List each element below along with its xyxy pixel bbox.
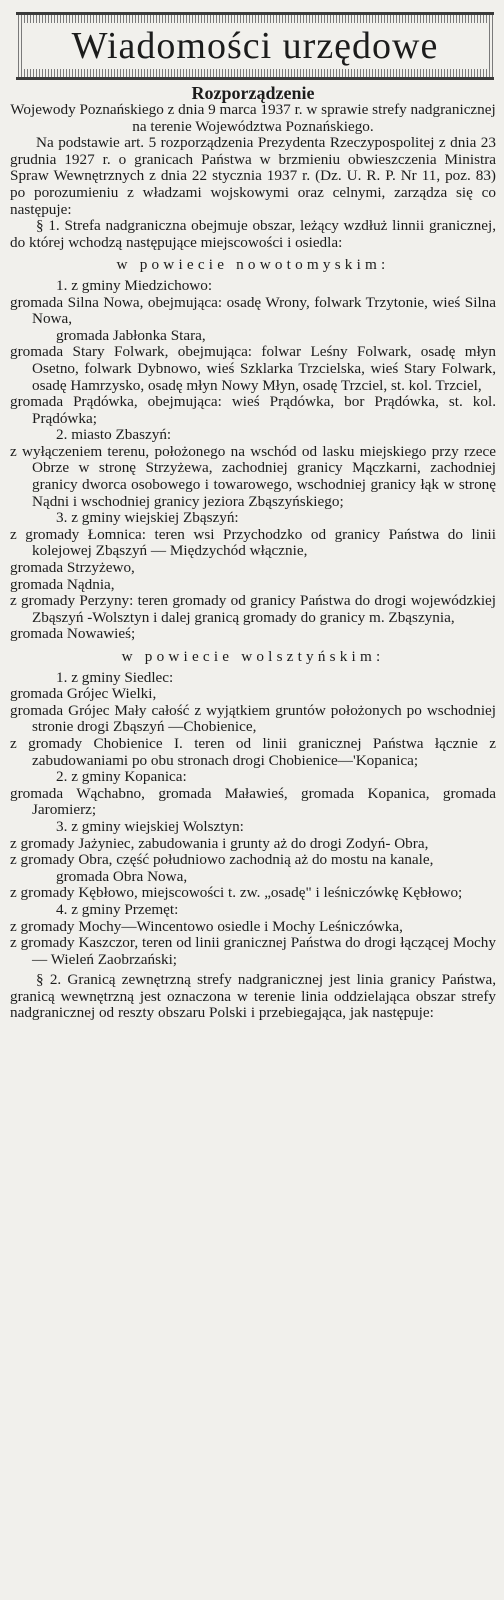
list-item: gromada Wąchabno, gromada Maławieś, gromada Kopanica, gromada Jaromierz; [10, 784, 496, 819]
header-banner [16, 12, 494, 80]
list-item: gromada Grójec Wielki, [10, 685, 157, 703]
list-item: z gromady Perzyny: teren gromady od granicy Państwa do drogi wojewódzkiej Zbąszyń -Wolsztyn i dalej granicą gromady do granicy m. Zbąszynia, [10, 592, 496, 626]
powiat-heading-wolsztynski: w powiecie wolsztyńskim: [121, 648, 385, 665]
gmina-heading: 3. z gminy wiejskiej Zbąszyń: [56, 509, 239, 527]
list-item: z gromady Obra, część południowo zachodnią aż do mostu na kanale, [10, 851, 434, 869]
page-title: Wiadomości urzędowe [71, 25, 439, 67]
list-item: gromada Prądówka, obejmująca: wieś Prądówka, bor Prądówka, st. kol. Prądówka; [10, 393, 496, 427]
list-item: z gromady Kaszczor, teren od linii granicznej Państwa do drogi łączącej Mochy — Wieleń Zaobrzański; [10, 934, 496, 968]
list-item: z gromady Jażyniec, zabudowania i grunty aż do drogi Zodyń- Obra, [10, 834, 429, 852]
document-body [10, 102, 496, 1022]
gmina-heading: 2. z gminy Kopanica: [56, 768, 187, 786]
gmina-heading: 2. miasto Zbaszyń: [56, 426, 172, 444]
gmina-heading: 4. z gminy Przemęt: [56, 900, 179, 918]
list-item: z gromady Chobienice I. teren od linii granicznej Państwa łącznie z zabudowaniami po obu stronach drogi Chobienice—'Kopanica; [10, 734, 496, 769]
paragraph-2: § 2. Granicą zewnętrzną strefy nadgranicznej jest linia granicy Państwa, granicą wewnętrzną jest oznaczona w terenie linia oddzielająca obszar strefy nadgranicznej od reszty obszaru Polski i przebiegająca, jak następuje: [10, 971, 496, 1022]
header-inner [22, 23, 488, 69]
gmina-heading: 1. z gminy Miedzichowo: [56, 276, 213, 294]
powiat-heading-nowotomyski: w powiecie nowotomyskim: [116, 256, 390, 274]
list-item: z gromady Mochy—Wincentowo osiedle i Mochy Leśniczówka, [10, 917, 403, 935]
list-item: gromada Nądnia, [10, 575, 115, 593]
paragraph-1: § 1. Strefa nadgraniczna obejmuje obszar, leżący wzdłuż linnii granicznej, do której wchodzą następujące miejscowości i osiedla: [10, 217, 496, 251]
list-item: gromada Jabłonka Stara, [56, 326, 206, 344]
gmina-heading: 1. z gminy Siedlec: [56, 668, 174, 686]
gmina-heading: 3. z gminy wiejskiej Wolsztyn: [56, 817, 244, 835]
document-type: Rozporządzenie [191, 83, 315, 103]
list-item: gromada Obra Nowa, [56, 867, 188, 885]
list-item: gromada Grójec Mały całość z wyjątkiem gruntów położonych po wschodniej stronie drogi Zbąszyń —Chobienice, [10, 701, 496, 736]
list-item: gromada Strzyżewo, [10, 559, 135, 577]
list-item: z gromady Kębłowo, miejscowości t. zw. „osadę" i leśniczówkę Kębłowo; [10, 884, 463, 902]
list-item: z gromady Łomnica: teren wsi Przychodzko od granicy Państwa do linii kolejowej Zbąszyń — Międzychód włącznie, [10, 525, 496, 560]
list-item: gromada Nowawieś; [10, 625, 136, 643]
list-item: gromada Silna Nowa, obejmująca: osadę Wrony, folwark Trzytonie, wieś Silna Nowa, [10, 293, 496, 328]
intro: Wojewody Poznańskiego z dnia 9 marca 1937 r. w sprawie strefy nadgranicznej na terenie Województwa Poznańskiego. [10, 101, 496, 135]
preamble: Na podstawie art. 5 rozporządzenia Prezydenta Rzeczypospolitej z dnia 23 grudnia 1927 r. o granicach Państwa w brzmieniu obwieszczenia Ministra Spraw Wewnętrznych z dnia 22 stycznia 1937 r. (Dz. U. R. P. Nr 11, poz. 83) po porozumieniu z władzami wojskowymi oraz celnymi, zarządza się co następuje: [10, 134, 496, 218]
list-item: gromada Stary Folwark, obejmująca: folwar Leśny Folwark, osadę młyn Osetno, folwark Dybnowo, wieś Szklarka Trzcielska, wieś Stary Folwark, osadę Hamrzysko, osadę młyn Nowy Młyn, osadę Trzciel, st. kol. Trzciel, [10, 343, 496, 394]
list-item: z wyłączeniem terenu, położonego na wschód od lasku miejskiego przy rzece Obrze w stronę Strzyżewa, zachodniej granicy Mączkarni, zachodniej granicy dworca osobowego i towarowego, wschodniej granicy łąk w stronę Nądni i wschodniej granicy jeziora Zbąszyńskiego; [10, 442, 496, 510]
